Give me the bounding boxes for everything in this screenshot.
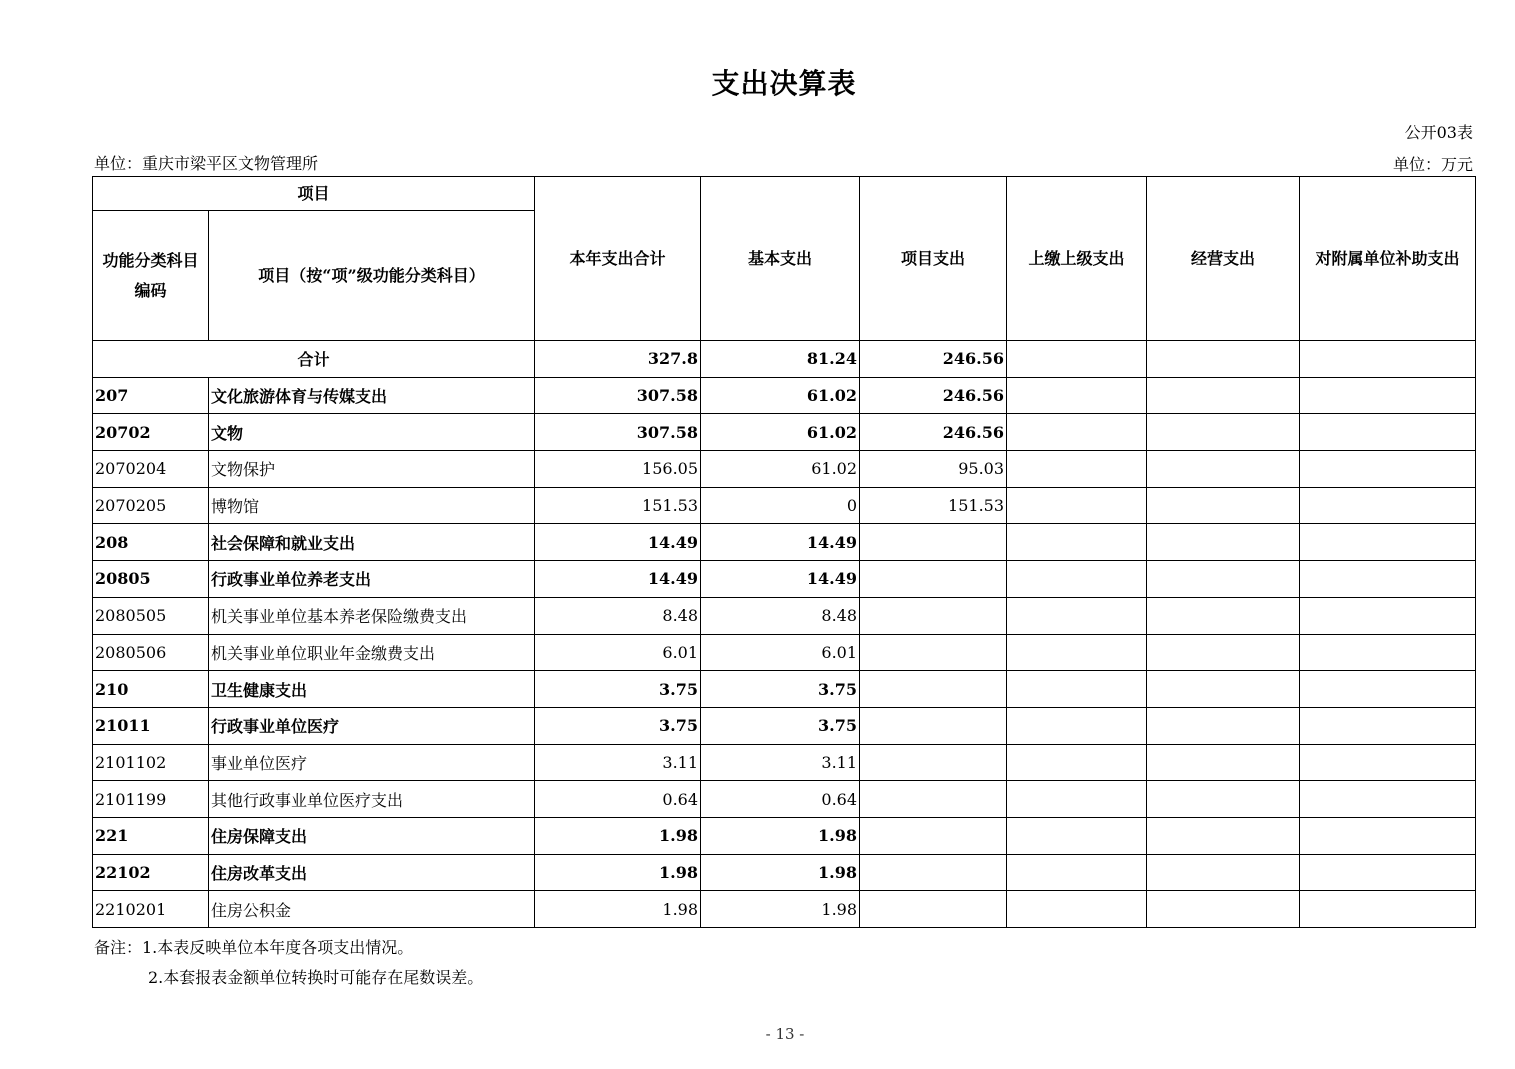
table-row (93, 524, 1476, 561)
header-code: 功能分类科目编码 (93, 211, 209, 341)
row-subsidy (1300, 744, 1476, 781)
row-project (860, 744, 1007, 781)
row-basic: 61.02 (701, 377, 860, 414)
table-row (93, 781, 1476, 818)
row-business (1147, 671, 1300, 708)
table-row (93, 744, 1476, 781)
total-business (1147, 341, 1300, 378)
row-basic: 1.98 (701, 817, 860, 854)
header-name: 项目（按“项”级功能分类科目） (209, 211, 535, 341)
row-subsidy (1300, 414, 1476, 451)
row-total: 14.49 (535, 524, 701, 561)
table-row (93, 561, 1476, 598)
row-business (1147, 634, 1300, 671)
row-subsidy (1300, 854, 1476, 891)
table-row (93, 817, 1476, 854)
table-row (93, 451, 1476, 488)
row-code: 221 (93, 817, 209, 854)
row-code: 2080505 (93, 597, 209, 634)
row-subsidy (1300, 634, 1476, 671)
row-total: 3.75 (535, 671, 701, 708)
row-code: 20805 (93, 561, 209, 598)
table-row (93, 487, 1476, 524)
row-code: 2101102 (93, 744, 209, 781)
row-basic: 3.11 (701, 744, 860, 781)
row-subsidy (1300, 781, 1476, 818)
table-row (93, 597, 1476, 634)
table-row (93, 854, 1476, 891)
row-upper (1007, 377, 1147, 414)
row-code: 21011 (93, 707, 209, 744)
row-total: 8.48 (535, 597, 701, 634)
row-code: 2080506 (93, 634, 209, 671)
table-row (93, 707, 1476, 744)
row-upper (1007, 671, 1147, 708)
unit-organization: 单位：重庆市梁平区文物管理所 (94, 154, 319, 173)
row-code: 2070205 (93, 487, 209, 524)
row-project (860, 817, 1007, 854)
row-upper (1007, 817, 1147, 854)
row-upper (1007, 744, 1147, 781)
row-name: 行政事业单位养老支出 (209, 561, 535, 598)
row-name: 卫生健康支出 (209, 671, 535, 708)
note-1: 备注：1.本表反映单位本年度各项支出情况。 (94, 938, 414, 957)
row-upper (1007, 891, 1147, 928)
row-code: 2101199 (93, 781, 209, 818)
row-upper (1007, 487, 1147, 524)
row-upper (1007, 781, 1147, 818)
row-total: 3.75 (535, 707, 701, 744)
row-project: 151.53 (860, 487, 1007, 524)
row-subsidy (1300, 561, 1476, 598)
form-code: 公开03表 (1404, 123, 1473, 142)
row-name: 事业单位医疗 (209, 744, 535, 781)
header-business: 经营支出 (1147, 177, 1300, 341)
row-subsidy (1300, 451, 1476, 488)
table-row (93, 377, 1476, 414)
row-project (860, 781, 1007, 818)
row-subsidy (1300, 524, 1476, 561)
row-name: 住房保障支出 (209, 817, 535, 854)
row-upper (1007, 561, 1147, 598)
row-upper (1007, 854, 1147, 891)
header-total: 本年支出合计 (535, 177, 701, 341)
row-business (1147, 487, 1300, 524)
row-name: 其他行政事业单位医疗支出 (209, 781, 535, 818)
total-label: 合计 (93, 341, 535, 378)
expenditure-table (92, 176, 1476, 928)
header-upper-payment: 上缴上级支出 (1007, 177, 1147, 341)
row-name: 机关事业单位基本养老保险缴费支出 (209, 597, 535, 634)
table-row (93, 634, 1476, 671)
row-business (1147, 854, 1300, 891)
row-basic: 1.98 (701, 854, 860, 891)
row-project (860, 854, 1007, 891)
table-row (93, 671, 1476, 708)
row-name: 住房改革支出 (209, 854, 535, 891)
unit-currency: 单位：万元 (1392, 155, 1473, 174)
row-project (860, 597, 1007, 634)
row-business (1147, 744, 1300, 781)
row-project (860, 524, 1007, 561)
total-subsidy (1300, 341, 1476, 378)
row-name: 住房公积金 (209, 891, 535, 928)
row-upper (1007, 451, 1147, 488)
row-business (1147, 707, 1300, 744)
row-subsidy (1300, 891, 1476, 928)
row-code: 20702 (93, 414, 209, 451)
table-row (93, 414, 1476, 451)
total-row (93, 341, 1476, 378)
row-name: 文物保护 (209, 451, 535, 488)
total-amount: 327.8 (535, 341, 701, 378)
row-code: 2210201 (93, 891, 209, 928)
row-upper (1007, 597, 1147, 634)
row-subsidy (1300, 487, 1476, 524)
row-name: 社会保障和就业支出 (209, 524, 535, 561)
row-total: 0.64 (535, 781, 701, 818)
row-basic: 6.01 (701, 634, 860, 671)
row-code: 22102 (93, 854, 209, 891)
row-total: 156.05 (535, 451, 701, 488)
header-basic: 基本支出 (701, 177, 860, 341)
row-business (1147, 524, 1300, 561)
row-total: 1.98 (535, 891, 701, 928)
row-subsidy (1300, 671, 1476, 708)
row-code: 207 (93, 377, 209, 414)
row-subsidy (1300, 597, 1476, 634)
row-total: 1.98 (535, 854, 701, 891)
row-name: 博物馆 (209, 487, 535, 524)
row-upper (1007, 524, 1147, 561)
row-name: 文化旅游体育与传媒支出 (209, 377, 535, 414)
page-title: 支出决算表 (711, 67, 857, 100)
row-project: 246.56 (860, 414, 1007, 451)
row-project (860, 634, 1007, 671)
row-basic: 3.75 (701, 707, 860, 744)
row-subsidy (1300, 377, 1476, 414)
total-basic: 81.24 (701, 341, 860, 378)
row-total: 14.49 (535, 561, 701, 598)
row-total: 307.58 (535, 377, 701, 414)
row-business (1147, 781, 1300, 818)
row-basic: 61.02 (701, 414, 860, 451)
row-total: 3.11 (535, 744, 701, 781)
row-basic: 8.48 (701, 597, 860, 634)
row-total: 6.01 (535, 634, 701, 671)
row-total: 1.98 (535, 817, 701, 854)
header-project: 项目 (93, 177, 535, 211)
row-business (1147, 377, 1300, 414)
row-subsidy (1300, 707, 1476, 744)
row-basic: 3.75 (701, 671, 860, 708)
header-project-expense: 项目支出 (860, 177, 1007, 341)
row-basic: 14.49 (701, 561, 860, 598)
row-upper (1007, 414, 1147, 451)
page-number: - 13 - (765, 1025, 805, 1043)
row-code: 208 (93, 524, 209, 561)
row-business (1147, 451, 1300, 488)
row-basic: 0 (701, 487, 860, 524)
row-name: 机关事业单位职业年金缴费支出 (209, 634, 535, 671)
row-basic: 61.02 (701, 451, 860, 488)
row-project: 246.56 (860, 377, 1007, 414)
row-upper (1007, 634, 1147, 671)
row-code: 210 (93, 671, 209, 708)
row-basic: 14.49 (701, 524, 860, 561)
row-business (1147, 561, 1300, 598)
row-upper (1007, 707, 1147, 744)
row-business (1147, 817, 1300, 854)
row-project (860, 561, 1007, 598)
header-subsidy: 对附属单位补助支出 (1300, 177, 1476, 341)
row-name: 行政事业单位医疗 (209, 707, 535, 744)
row-project (860, 671, 1007, 708)
row-name: 文物 (209, 414, 535, 451)
row-business (1147, 414, 1300, 451)
row-subsidy (1300, 817, 1476, 854)
row-business (1147, 597, 1300, 634)
row-basic: 0.64 (701, 781, 860, 818)
row-project: 95.03 (860, 451, 1007, 488)
row-project (860, 891, 1007, 928)
table-row (93, 891, 1476, 928)
note-2: 2.本套报表金额单位转换时可能存在尾数误差。 (148, 968, 484, 987)
row-total: 151.53 (535, 487, 701, 524)
row-total: 307.58 (535, 414, 701, 451)
total-project: 246.56 (860, 341, 1007, 378)
row-code: 2070204 (93, 451, 209, 488)
row-business (1147, 891, 1300, 928)
notes (94, 933, 483, 993)
row-project (860, 707, 1007, 744)
total-upper (1007, 341, 1147, 378)
row-basic: 1.98 (701, 891, 860, 928)
